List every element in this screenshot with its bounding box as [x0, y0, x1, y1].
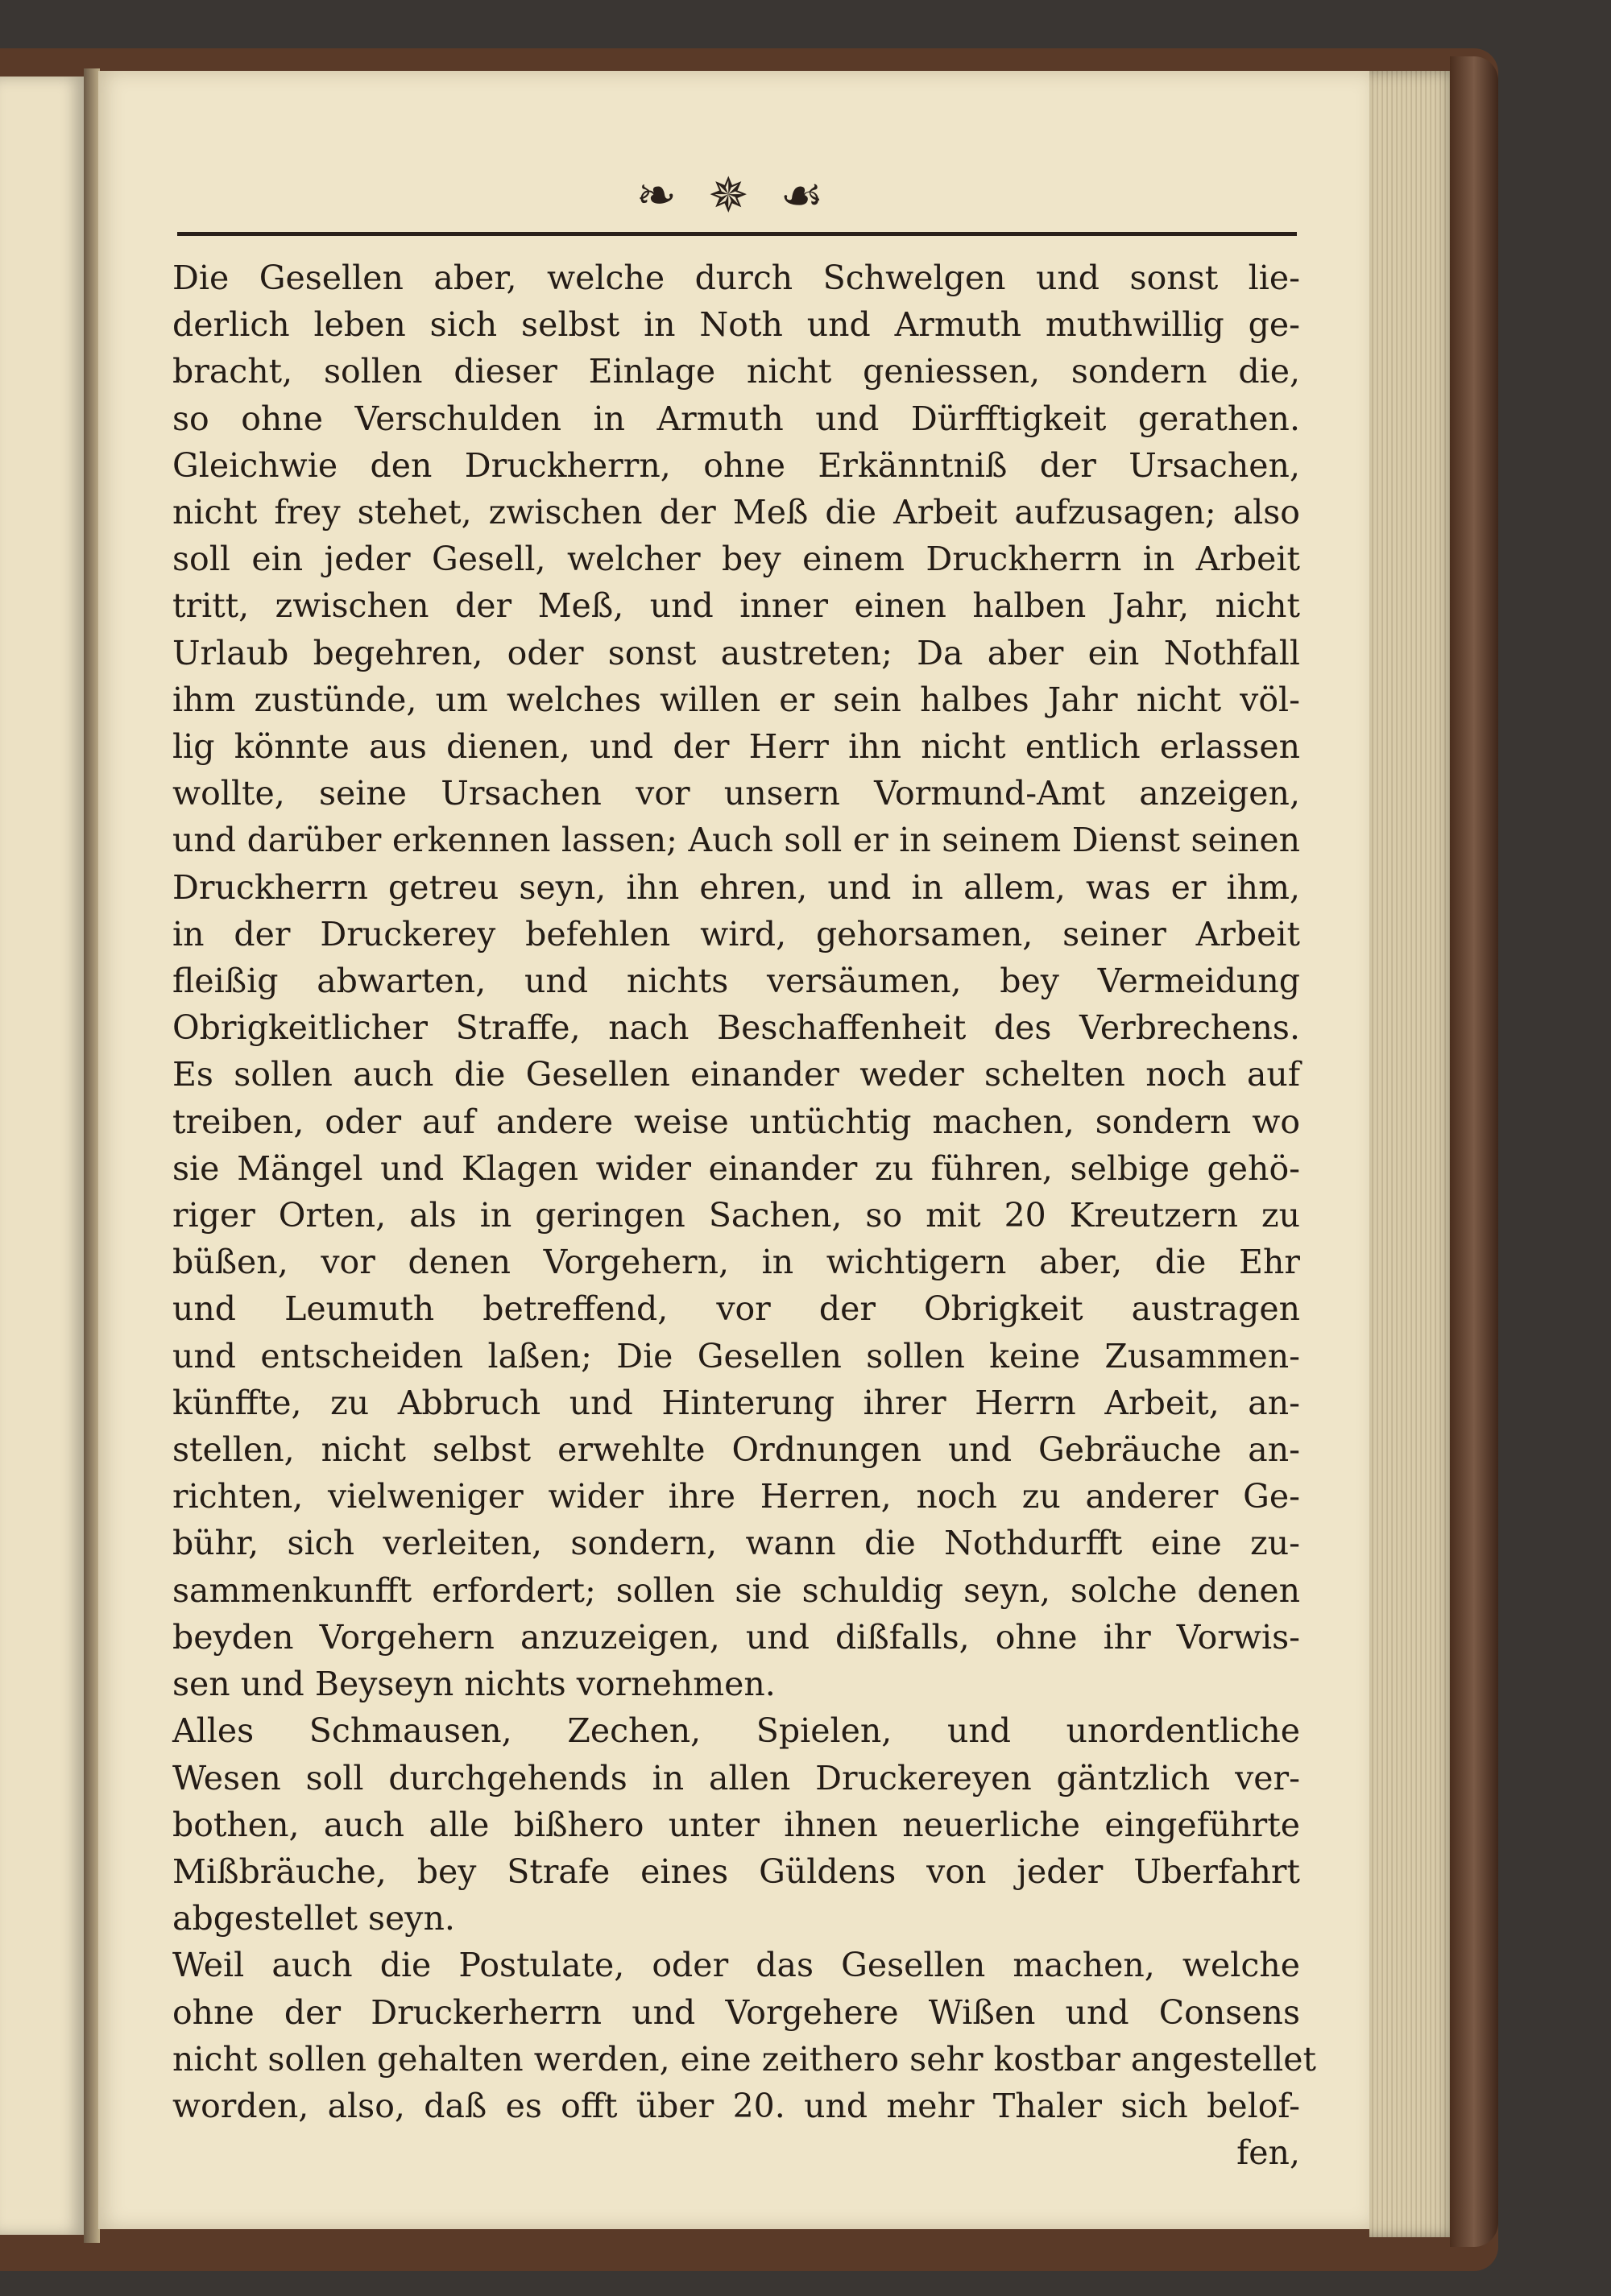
text-line: sen und Beyseyn nichts vornehmen.	[172, 1665, 776, 1704]
body-text	[172, 254, 1316, 2176]
header-ornament: ❧ ✵ ☙	[636, 168, 832, 224]
text-line: büßen, vor denen Vorgehern, in wichtigern aber, die Ehr	[172, 1243, 1300, 1282]
text-line: und entscheiden laßen; Die Gesellen sollen keine Zusammen-	[172, 1336, 1300, 1376]
text-line: Urlaub begehren, oder sonst austreten; Da aber ein Nothfall	[172, 633, 1300, 672]
text-line: nicht frey stehet, zwischen der Meß die Arbeit aufzusagen; also	[172, 493, 1300, 532]
text-line: riger Orten, als in geringen Sachen, so mit 20 Kreutzern zu	[172, 1196, 1300, 1235]
text-line: bracht, sollen dieser Einlage nicht geniessen, sondern die,	[172, 352, 1300, 391]
text-line: Druckherrn getreu seyn, ihn ehren, und in allem, was er ihm,	[172, 867, 1300, 907]
text-line: lig könnte aus dienen, und der Herr ihn nicht entlich erlassen	[172, 727, 1300, 767]
text-line: in der Druckerey befehlen wird, gehorsamen, seiner Arbeit	[172, 914, 1300, 954]
text-line: richten, vielweniger wider ihre Herren, noch zu anderer Ge-	[172, 1477, 1300, 1516]
text-line: sammenkunfft erfordert; sollen sie schuldig seyn, solche denen	[172, 1570, 1300, 1610]
text-line: worden, also, daß es offt über 20. und mehr Thaler sich belof-	[172, 2086, 1300, 2125]
text-line: bühr, sich verleiten, sondern, wann die Nothdurfft eine zu-	[172, 1524, 1300, 1563]
text-line: Es sollen auch die Gesellen einander weder schelten noch auf	[172, 1055, 1300, 1094]
header-rule	[177, 232, 1297, 236]
text-line: und darüber erkennen lassen; Auch soll er in seinem Dienst seinen	[172, 821, 1300, 860]
text-line: ihm zustünde, um welches willen er sein halbes Jahr nicht völ-	[172, 680, 1300, 719]
text-line: Mißbräuche, bey Strafe eines Güldens von jeder Uberfahrt	[172, 1851, 1300, 1891]
text-line: künffte, zu Abbruch und Hinterung ihrer Herrn Arbeit, an-	[172, 1383, 1300, 1422]
text-line: Die Gesellen aber, welche durch Schwelgen und sonst lie-	[172, 259, 1300, 297]
text-line: soll ein jeder Gesell, welcher bey einem Druckherrn in Arbeit	[172, 540, 1300, 579]
document-page	[98, 71, 1369, 2229]
text-line: ohne der Druckerherrn und Vorgehere Wißen und Consens	[172, 1992, 1300, 2032]
text-line: beyden Vorgehern anzuzeigen, und dißfalls, ohne ihr Vorwis-	[172, 1617, 1300, 1657]
text-line: so ohne Verschulden in Armuth und Dürfftigkeit gerathen.	[172, 399, 1300, 438]
book-gutter	[84, 68, 100, 2243]
text-line: treiben, oder auf andere weise untüchtig machen, sondern wo	[172, 1102, 1300, 1141]
text-line: Obrigkeitlicher Straffe, nach Beschaffenheit des Verbrechens.	[172, 1008, 1300, 1048]
text-line: bothen, auch alle bißhero unter ihnen neuerliche eingeführte	[172, 1805, 1300, 1844]
page-edges	[1369, 71, 1458, 2237]
text-line: abgestellet seyn.	[172, 1899, 455, 1938]
text-line: und Leumuth betreffend, vor der Obrigkeit austragen	[172, 1289, 1300, 1329]
text-line: Gleichwie den Druckherrn, ohne Erkänntniß der Ursachen,	[172, 445, 1300, 485]
text-line: tritt, zwischen der Meß, und inner einen halben Jahr, nicht	[172, 586, 1300, 626]
text-line: derlich leben sich selbst in Noth und Armuth muthwillig ge-	[172, 305, 1300, 345]
text-line: Alles Schmausen, Zechen, Spielen, und unordentliche	[172, 1711, 1300, 1751]
text-line: Weil auch die Postulate, oder das Gesellen machen, welche	[172, 1946, 1300, 1985]
text-line: nicht sollen gehalten werden, eine zeithero sehr kostbar angestellet	[172, 2039, 1316, 2079]
catchword: fen,	[1236, 2133, 1300, 2173]
book-spine	[1450, 56, 1498, 2247]
text-line: fleißig abwarten, und nichts versäumen, bey Vermeidung	[172, 962, 1300, 1001]
text-line: wollte, seine Ursachen vor unsern Vormund-Amt anzeigen,	[172, 774, 1300, 813]
left-page-edge	[0, 77, 85, 2235]
text-line: Wesen soll durchgehends in allen Druckereyen gäntzlich ver-	[172, 1758, 1300, 1797]
text-line: stellen, nicht selbst erwehlte Ordnungen und Gebräuche an-	[172, 1430, 1300, 1470]
text-line: sie Mängel und Klagen wider einander zu führen, selbige gehö-	[172, 1148, 1300, 1188]
